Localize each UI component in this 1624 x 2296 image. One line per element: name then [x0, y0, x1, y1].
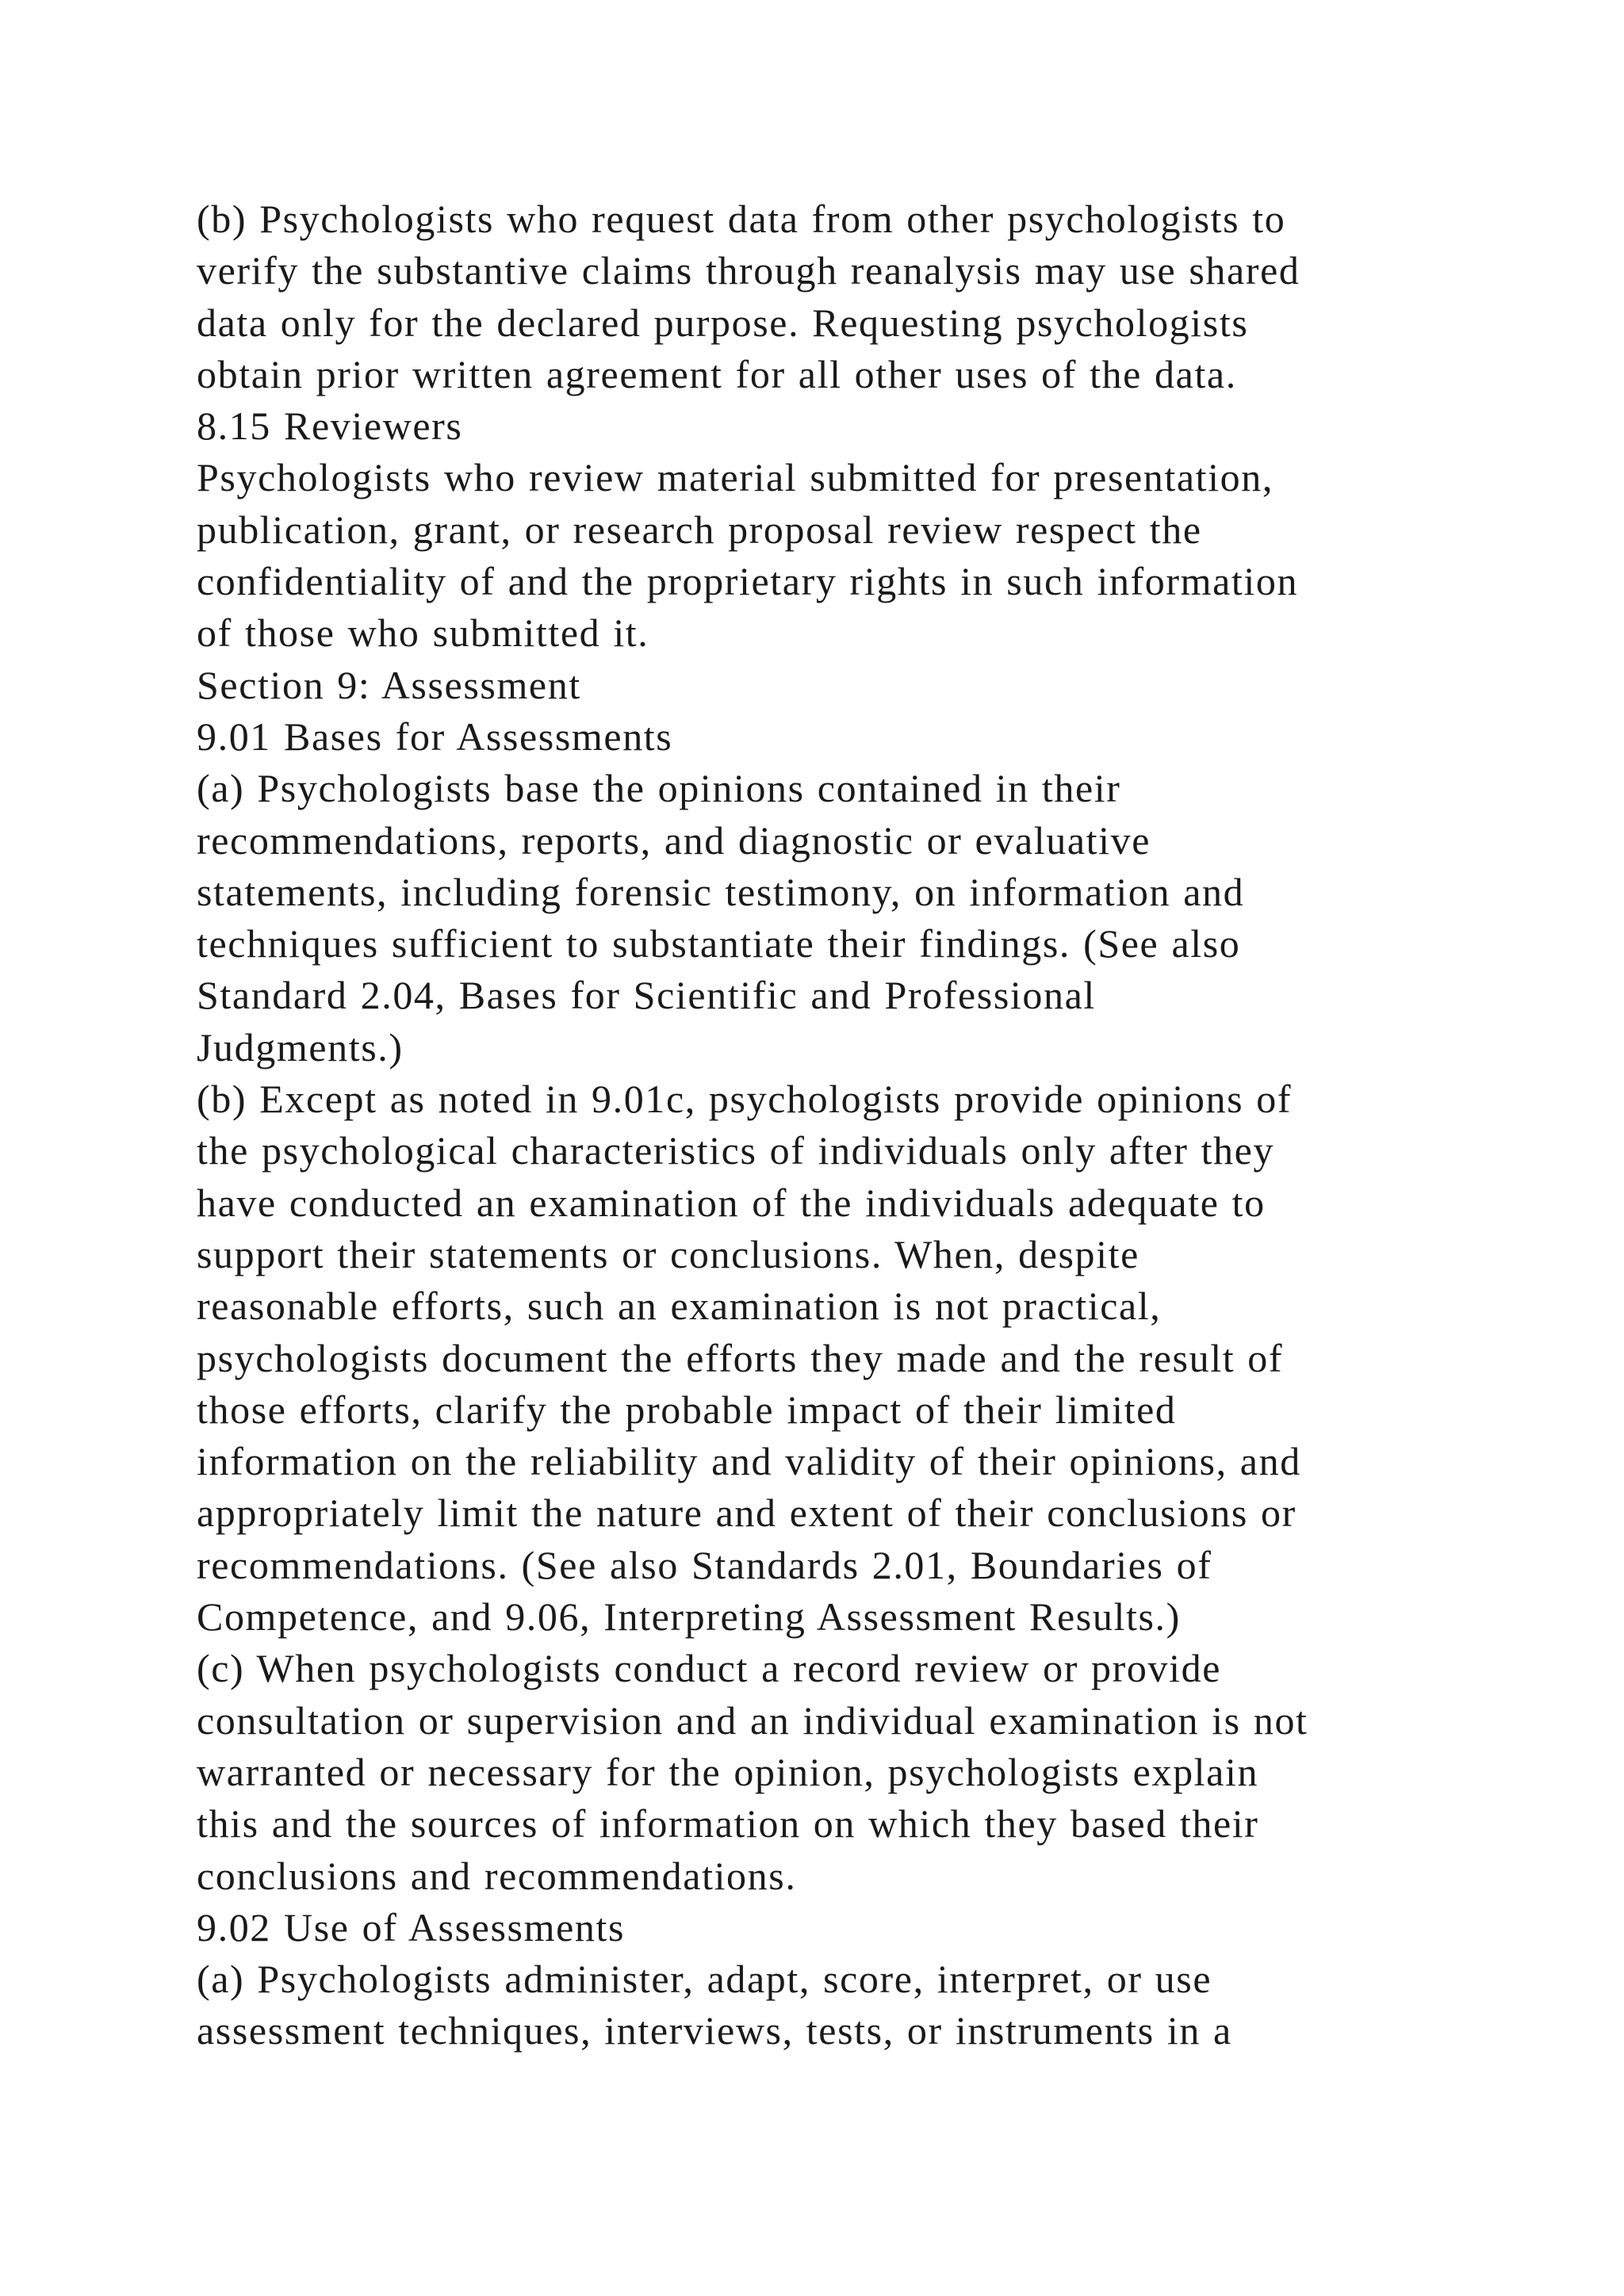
- paragraph-9-01a-line-3: statements, including forensic testimony, on information and: [197, 869, 1245, 914]
- paragraph-9-01b-line-11: Competence, and 9.06, Interpreting Assessment Results.): [197, 1594, 1181, 1640]
- paragraph-9-01b-line-5: reasonable efforts, such an examination is not practical,: [197, 1284, 1162, 1329]
- paragraph-9-02a-line-2: assessment techniques, interviews, tests, or instruments in a: [197, 2008, 1232, 2053]
- paragraph-9-01b-line-3: have conducted an examination of the individuals adequate to: [197, 1180, 1266, 1225]
- heading-9-02-use-of-assessments: 9.02 Use of Assessments: [197, 1904, 626, 1950]
- heading-9-01-bases-for-assessments: 9.01 Bases for Assessments: [197, 714, 673, 759]
- paragraph-8-15-line-1: Psychologists who review material submitted for presentation,: [197, 455, 1274, 500]
- heading-section-9-assessment: Section 9: Assessment: [197, 662, 581, 707]
- paragraph-9-01a-line-1: (a) Psychologists base the opinions contained in their: [197, 766, 1121, 811]
- document-body: [197, 193, 1505, 2057]
- paragraph-9-01a-line-4: techniques sufficient to substantiate their findings. (See also: [197, 921, 1241, 966]
- paragraph-8-14b-line-4: obtain prior written agreement for all other uses of the data.: [197, 351, 1237, 396]
- paragraph-9-01b-line-1: (b) Except as noted in 9.01c, psychologists provide opinions of: [197, 1077, 1293, 1122]
- heading-8-15-reviewers: 8.15 Reviewers: [197, 404, 463, 449]
- paragraph-9-01a-line-2: recommendations, reports, and diagnostic or evaluative: [197, 817, 1151, 863]
- paragraph-8-15-line-2: publication, grant, or research proposal review respect the: [197, 507, 1202, 552]
- paragraph-8-14b-line-3: data only for the declared purpose. Requesting psychologists: [197, 300, 1249, 345]
- paragraph-9-01b-line-9: appropriately limit the nature and extent of their conclusions or: [197, 1490, 1297, 1536]
- paragraph-9-01c-line-4: this and the sources of information on which they based their: [197, 1801, 1259, 1846]
- paragraph-9-01b-line-6: psychologists document the efforts they made and the result of: [197, 1335, 1284, 1380]
- paragraph-9-01b-line-8: information on the reliability and validity of their opinions, and: [197, 1439, 1301, 1484]
- paragraph-9-01a-line-5: Standard 2.04, Bases for Scientific and Professional: [197, 973, 1096, 1018]
- paragraph-8-15-line-3: confidentiality of and the proprietary rights in such information: [197, 559, 1299, 604]
- paragraph-9-01c-line-2: consultation or supervision and an individual examination is not: [197, 1697, 1308, 1743]
- paragraph-8-15-line-4: of those who submitted it.: [197, 610, 649, 656]
- paragraph-9-01b-line-4: support their statements or conclusions. When, despite: [197, 1231, 1139, 1276]
- paragraph-9-01c-line-5: conclusions and recommendations.: [197, 1853, 797, 1898]
- paragraph-9-01c-line-1: (c) When psychologists conduct a record review or provide: [197, 1646, 1221, 1691]
- paragraph-9-01b-line-2: the psychological characteristics of individuals only after they: [197, 1128, 1275, 1173]
- paragraph-8-14b-line-1: (b) Psychologists who request data from other psychologists to: [197, 197, 1286, 241]
- paragraph-8-14b-line-2: verify the substantive claims through reanalysis may use shared: [197, 248, 1300, 293]
- paragraph-9-01a-line-6: Judgments.): [197, 1024, 404, 1070]
- paragraph-9-02a-line-1: (a) Psychologists administer, adapt, score, interpret, or use: [197, 1957, 1212, 2002]
- paragraph-9-01b-line-7: those efforts, clarify the probable impact of their limited: [197, 1387, 1177, 1432]
- paragraph-9-01b-line-10: recommendations. (See also Standards 2.01, Boundaries of: [197, 1542, 1212, 1587]
- paragraph-9-01c-line-3: warranted or necessary for the opinion, psychologists explain: [197, 1749, 1259, 1794]
